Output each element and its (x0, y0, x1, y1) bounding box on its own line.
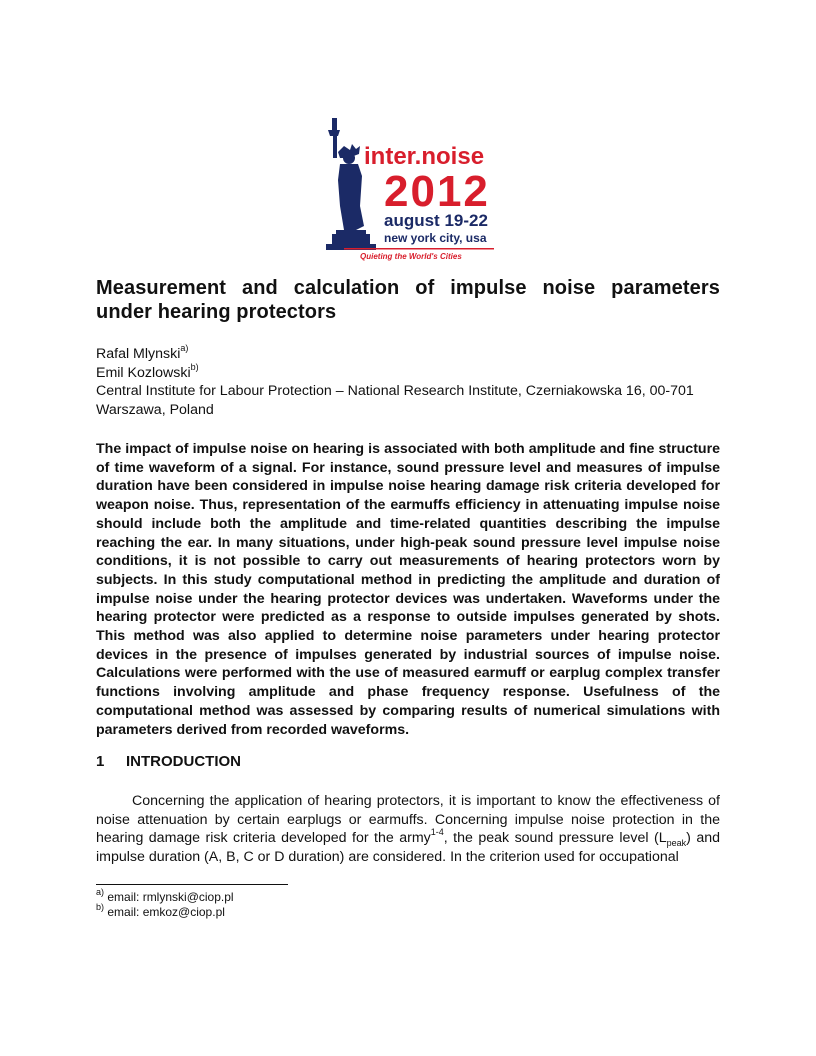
inter-noise-2012-logo (322, 116, 502, 262)
subscript-peak: peak (666, 838, 687, 849)
logo-tagline: Quieting the World's Cities (360, 252, 462, 261)
footnotes (96, 887, 496, 920)
introduction-paragraph (96, 792, 720, 866)
intro-text-3: ) and impulse duration (A, B, C or D duration) are considered. In the criterion used for occupational (96, 830, 720, 865)
author-name: Rafal Mlynski (96, 346, 181, 362)
intro-text-2: , the peak sound pressure level (L (443, 830, 667, 847)
logo-line3: august 19-22 (384, 211, 488, 230)
footnote-divider (96, 884, 288, 885)
author-1 (96, 345, 720, 364)
author-2 (96, 361, 720, 383)
statue-of-liberty-icon (326, 118, 376, 250)
footnote-mark: a) (96, 887, 105, 897)
footnote-text: email: emkoz@ciop.pl (104, 905, 225, 919)
logo-line2: 2012 (384, 167, 490, 216)
affiliation: Central Institute for Labour Protection – National Research Institute, Czerniakowska 16, 00-701 Warszawa, Poland (96, 383, 694, 418)
footnote-mark: b) (96, 902, 105, 912)
author-block (96, 345, 720, 419)
paper-title: Measurement and calculation of impulse noise parameters under hearing protectors (96, 277, 720, 323)
intro-text-1: Concerning the application of hearing protectors, it is important to know the effectiveness of noise attenuation by certain earplugs or earmuffs. Concerning impulse noise protection in the hearing damage risk criteria developed for the army (96, 793, 720, 847)
section-title: INTRODUCTION (126, 753, 241, 770)
footnote-a (96, 887, 496, 905)
footnote-text: email: rmlynski@ciop.pl (104, 890, 234, 904)
section-heading (96, 753, 720, 771)
footnote-b (96, 902, 496, 920)
abstract: The impact of impulse noise on hearing is associated with both amplitude and fine structure of time waveform of a signal. For instance, sound pressure level and measures of impulse duration have been considered in impulse noise hearing damage risk criteria developed for weapon noise. Thus, representation of the earmuffs efficiency in attenuating impulse noise should include both the amplitude and time-related quantities describing the impulse reaching the ear. In many situations, under high-peak sound pressure level impulse noise conditions, it is not possible to carry out measurements of hearing protectors worn by subjects. In this study computational method in predicting the amplitude and duration of impulse noise under the hearing protector devices was undertaken. Waveforms under the hearing protector were predicted as a response to outside impulses generated by shots. This method was also applied to determine noise parameters under hearing protector devices in the presence of impulses generated by industrial sources of impulse noise. Calculations were performed with the use of measured earmuff or earplug complex transfer functions involving amplitude and phase frequency response. Usefulness of the computational method was assessed by comparing results of numerical simulations with parameters derived from recorded waveforms. (96, 441, 720, 738)
author-name: Emil Kozlowski (96, 364, 191, 381)
author-mark: b) (190, 361, 199, 372)
logo-line1: inter.noise (364, 143, 485, 170)
logo-line4: new york city, usa (384, 231, 487, 245)
author-mark: a) (180, 343, 189, 354)
section-number: 1 (96, 753, 105, 770)
reference-superscript: 1-4 (430, 827, 444, 838)
